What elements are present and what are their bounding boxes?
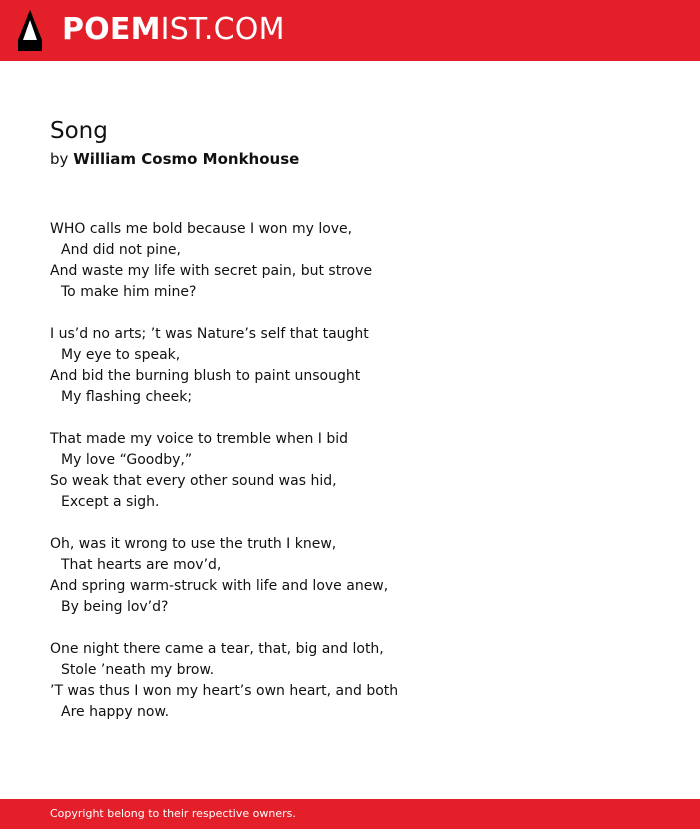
site-footer [0,799,700,829]
poem-title: Song [50,118,108,144]
poem-line: And did not pine, [61,242,181,258]
poem-line: Stole ’neath my brow. [61,662,215,678]
poem-line: That made my voice to tremble when I bid [50,431,349,447]
poem-line: One night there came a tear, that, big and loth, [50,641,384,657]
pencil-tip-icon[interactable] [18,10,42,51]
poem-line: To make him mine? [61,284,197,300]
poem-line: I us’d no arts; ’t was Nature’s self that taught [50,326,369,342]
site-brand[interactable] [62,12,285,48]
poem-line: That hearts are mov’d, [61,557,222,573]
poem-line: WHO calls me bold because I won my love, [50,221,353,237]
byline [50,149,299,169]
poem-line: And spring warm-struck with life and love anew, [50,578,389,594]
poem-line: So weak that every other sound was hid, [50,473,337,489]
poem-line: My love “Goodby,” [61,452,193,468]
brand-light: IST.COM [160,12,285,47]
poem-line: Except a sigh. [61,494,160,510]
site-header [0,0,700,61]
poem-line: ’T was thus I won my heart’s own heart, and both [50,683,399,699]
stanza-3 [50,429,650,513]
stanza-1 [50,219,650,303]
brand-bold: POEM [62,12,161,47]
poem-line: By being lov’d? [61,599,169,615]
poem-line: My flashing cheek; [61,389,193,405]
poem-line: And bid the burning blush to paint unsought [50,368,361,384]
author-name: William Cosmo Monkhouse [73,150,300,168]
by-label: by [50,150,69,168]
poem-line: My eye to speak, [61,347,181,363]
poem-body [50,219,650,744]
stanza-4 [50,534,650,618]
stanza-5 [50,639,650,723]
stanza-2 [50,324,650,408]
poem-line: And waste my life with secret pain, but strove [50,263,373,279]
copyright-text: Copyright belong to their respective owners. [50,807,296,820]
poem-line: Are happy now. [61,704,170,720]
poem-line: Oh, was it wrong to use the truth I knew, [50,536,337,552]
